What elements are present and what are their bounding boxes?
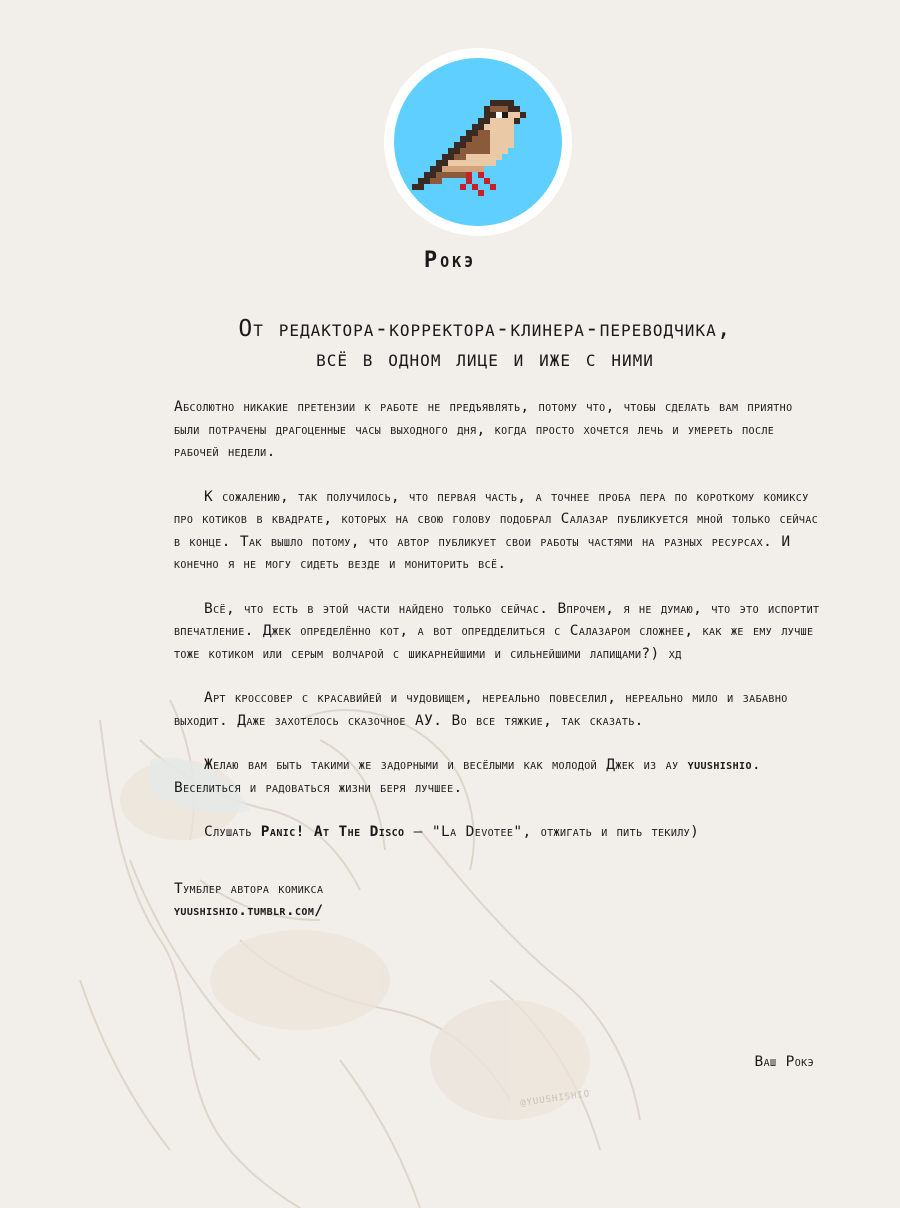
author-link-label: Тумблер автора комикса [174, 880, 324, 897]
paragraph-5-text-b: . Веселиться и радоваться жизни беря лучшее. [174, 757, 762, 796]
paragraph-6-text-b: — "La Devotee", отжигать и пить текилу) [404, 824, 700, 840]
author-link-url[interactable] [174, 900, 824, 922]
paragraph-6-text-a: Слушать [204, 824, 261, 840]
author-link-url-text[interactable]: yuushishio.tumblr.com/ [174, 902, 324, 919]
avatar-background [394, 58, 562, 226]
paragraph-4: Арт кроссовер с красавийей и чудовищем, нереально повеселил, нереально мило и забавно выходит. Даже захотелось сказочное АУ. Во все тяжкие, так сказать. [174, 690, 788, 729]
paragraph-6-band-name: Panic! At The Disco [260, 824, 405, 840]
paragraph-6 [174, 821, 824, 844]
title-line-2: всё в одном лице и иже с ними [316, 346, 654, 372]
pixel-bird-icon [394, 58, 562, 226]
paragraph-5-author-tag: yuushishio [687, 757, 752, 773]
paragraph-5-text-a: Желаю вам быть такими же задорными и весёлыми как молодой Джек из ау [204, 757, 688, 773]
signoff: Ваш Рокэ [754, 1054, 814, 1070]
avatar [384, 48, 572, 236]
paragraph-3: Всё, что есть в этой части найдено только сейчас. Впрочем, я не думаю, что это испортит впечатление. Джек определённо кот, а вот опредделиться с Салазаром сложнее, как же ему лучше тоже котиком или серым волчарой с шикарнейшими и сильнейшими лапищами?) хд [174, 600, 820, 662]
watermark: @YUUSHISHIO [519, 1089, 591, 1109]
paragraph-1: Абсолютно никакие претензии к работе не предъявлять, потому что, чтобы сделать вам приятно были потрачены драгоценные часы выходного дня, когда просто хочется лечь и умереть после рабочей недели. [174, 399, 793, 460]
title-line-1: От редактора-корректора-клинера-переводчика, [238, 316, 732, 342]
author-link-block [174, 878, 824, 922]
letter-body [174, 396, 824, 922]
paragraph-5 [174, 754, 824, 799]
page-title [110, 314, 860, 374]
paragraph-2: К сожалению, так получилось, что первая часть, а точнее проба пера по короткому комиксу про котиков в квадрате, которых на свою голову подобрал Салазар публикуется мной только сейчас в конце. Так вышло потому, что автор публикует свои работы частями на разных ресурсах. И конечно я не могу сидеть везде и мониторить всё. [174, 488, 819, 572]
author-name: Рокэ [423, 248, 477, 273]
